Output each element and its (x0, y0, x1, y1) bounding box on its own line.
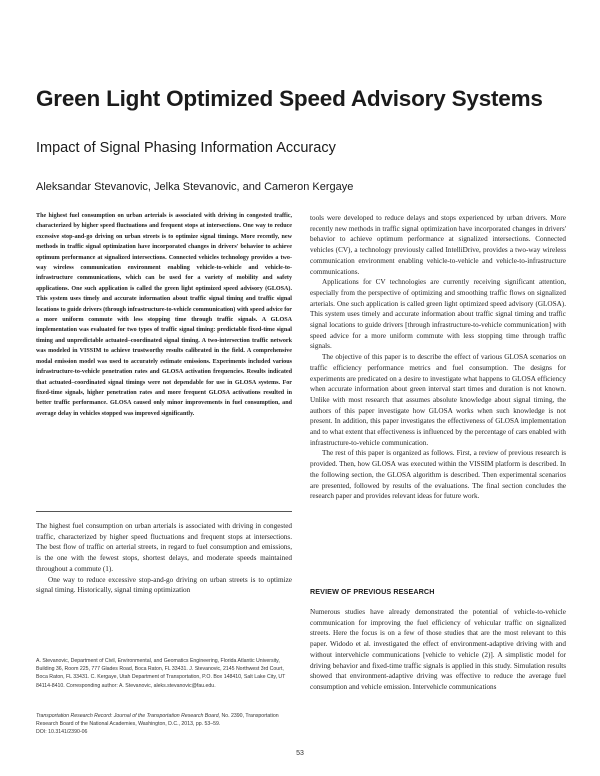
intro-paragraph-2: One way to reduce excessive stop-and-go driving on urban streets is to optimize signal timing. Historically, signal timing optimization (36, 575, 292, 595)
journal-name: Transportation Research Record: Journal of the Transportation Research Board, (36, 713, 221, 719)
author-list: Aleksandar Stevanovic, Jelka Stevanovic, and Cameron Kergaye (36, 181, 354, 193)
paper-subtitle: Impact of Signal Phasing Information Accuracy (36, 140, 336, 156)
review-column (310, 607, 566, 693)
intro-paragraph-4: Applications for CV technologies are currently receiving significant attention, especially from the perspective of optimizing and smoothing traffic flows on signalized arterials. One such application is called green light optimized speed advisory (GLOSA). This system uses timely and accurate information about traffic signal timing and traffic signal locations to guide drivers [through infrastructure-to-vehicle communication] with speed advice for a more uniform commute with less stopping time through traffic signals. (310, 278, 566, 351)
doi: DOI: 10.3141/2390-06 (36, 729, 88, 736)
intro-paragraph-3: tools were developed to reduce delays and stops experienced by urban drivers. More recently new methods in traffic signal optimization have incorporated changes in drivers' behavior to achieve optimum performance at signalized intersections. Connected vehicles (CV), a technology previously called IntelliDrive, provides a two-way wireless communication environment enabling vehicle-to-vehicle and vehicle-to-infrastructure communications. (310, 214, 566, 276)
citation-details: No. 2390, Transportation Research Board of the National Academies, Washington, D.C., 2013, pp. 53–59. (36, 713, 279, 728)
journal-citation (36, 712, 292, 737)
abstract: The highest fuel consumption on urban arterials is associated with driving in congested traffic, characterized by higher speed fluctuations and frequent stops at intersections. One way to reduce excessive stop-and-go driving on urban streets is to optimize signal timings. More recently, new methods in traffic signal optimization have incorporated changes in drivers' behavior to achieve optimum performance at signalized intersections. Connected vehicles technology provides a two-way wireless communication environment enabling vehicle-to-vehicle and vehicle-to-infrastructure communications, which can be used for a variety of mobility and safety applications. One such application is called the green light optimized speed advisory (GLOSA). This system uses timely and accurate information about traffic signal timing and traffic signal locations to guide drivers (through infrastructure-to-vehicle communication) with speed advice for a more uniform commute with less stopping time through traffic signals. A GLOSA implementation was evaluated for two types of traffic signal timing: predictable fixed-time signal timing and unpredictable actuated–coordinated signal timing. A two-intersection traffic network was modeled in VISSIM to achieve trustworthy results calibrated in the field. A comprehensive modal emission model was used to accurately estimate emissions. Experiments included various infrastructure-to-vehicle penetration rates and GLOSA activation frequencies. Results indicated that actuated–coordinated signal timings were not dependable for use in GLOSA systems. For fixed-time signals, higher penetration rates and more frequent GLOSA activations resulted in better traffic performance. GLOSA caused only minor improvements in fuel consumption, and average delay in vehicles stopped was improved significantly. (36, 213, 292, 417)
intro-right-column (310, 213, 566, 502)
intro-paragraph-1: The highest fuel consumption on urban arterials is associated with driving in congested traffic, characterized by higher speed fluctuations and frequent stops at intersections. The best flow of traffic on arterial streets, in regard to fuel consumption and emissions, is the one with the fewest stops, shortest delays, and moderate speeds maintained throughout a commute (1). (36, 522, 292, 573)
intro-paragraph-6: The rest of this paper is organized as follows. First, a review of previous research is provided. Then, how GLOSA was executed within the VISSIM platform is described. In the following section, the GLOSA algorithm is described. Then experimental scenarios are presented, followed by results of the evaluations. The final section concludes the research paper and provides relevant ideas for future work. (310, 449, 566, 501)
paper-title: Green Light Optimized Speed Advisory Systems (36, 86, 543, 111)
author-affiliations: A. Stevanovic, Department of Civil, Environmental, and Geomatics Engineering, Florida Atlantic University, Building 36, Room 225, 777 Glades Road, Boca Raton, FL 33431. J. Stevanovic, 2145 Northwest 3rd Court, Boca Raton, FL 33431. C. Kergaye, Utah Department of Transportation, P.O. Box 148410, Salt Lake City, UT 84114-8410. Corresponding author: A. Stevanovic, aleks.stevanovic@fau.edu. (36, 658, 286, 689)
intro-paragraph-5: The objective of this paper is to describe the effect of various GLOSA scenarios on traffic efficiency performance metrics and fuel consumption. The designs for experiments are predicated on a desire to investigate what happens to GLOSA efficiency when accurate information about green interval start times and duration is not known. Unlike with most research that assumes absolute knowledge about signal timing, the authors of this paper investigate how GLOSA works when such knowledge is not present. In addition, this paper investigates the effectiveness of GLOSA implementation and to what extent that effectiveness is influenced by the percentage of cars enabled with infrastructure-to-vehicle communication. (310, 353, 566, 447)
page-number: 53 (296, 750, 304, 757)
intro-left-column (36, 521, 292, 596)
review-paragraph-1: Numerous studies have already demonstrated the potential of vehicle-to-vehicle communication for improving the fuel efficiency of vehicular traffic on signalized streets. Here the focus is on a few of those studies that are the most relevant to this paper. Widodo et al. investigated the effect of environment-adaptive driving with and without intervehicle communications [vehicle to vehicle (2)]. A simplistic model for driving behavior and fixed-time traffic signals is applied in this study. Simulation results showed that environment-adaptive driving was effective to reduce the average fuel consumption and vehicle emission. Intervehicle communications (310, 608, 566, 691)
abstract-divider (36, 511, 292, 512)
section-heading-review: REVIEW OF PREVIOUS RESEARCH (310, 587, 435, 596)
